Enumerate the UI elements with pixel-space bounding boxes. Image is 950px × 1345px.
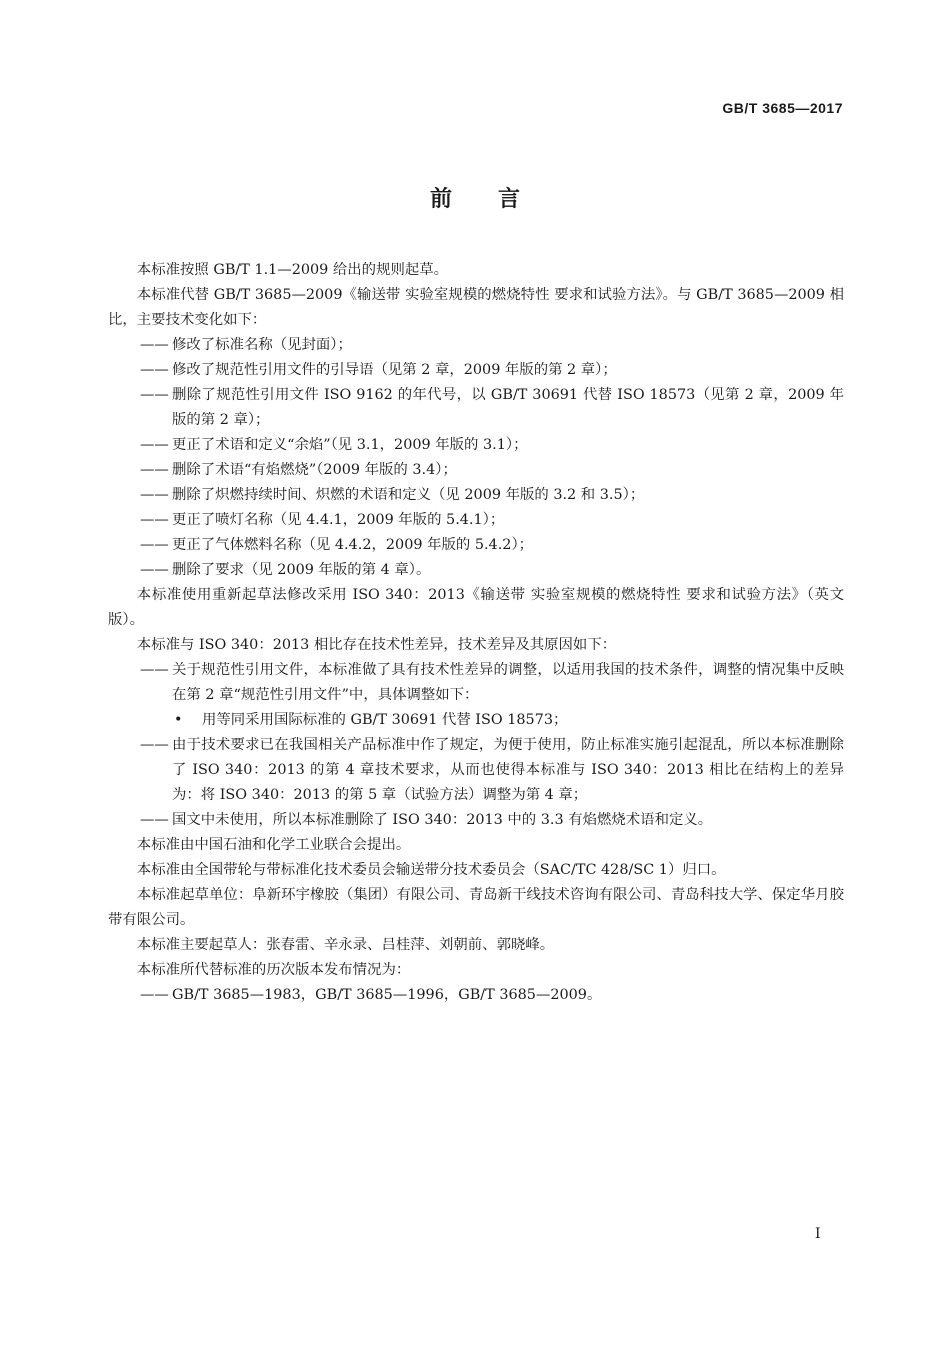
paragraph [108,633,844,658]
dash-marker: —— [140,337,169,353]
item-text: 用等同采用国际标准的 GB/T 30691 代替 ISO 18573； [202,712,568,728]
paragraph-text: 本标准代替 GB/T 3685—2009《输送带 实验室规模的燃烧特性 要求和试验方法》。与 GB/T 3685—2009 相比，主要技术变化如下： [108,287,844,328]
dash-item [108,433,844,458]
dash-marker: —— [140,512,169,528]
item-text: 更正了喷灯名称（见 4.4.1，2009 年版的 5.4.1）； [172,512,505,528]
paragraph [108,833,844,858]
paragraph [108,858,844,883]
dash-item [108,658,844,708]
paragraph [108,258,844,283]
paragraph-text: 本标准按照 GB/T 1.1—2009 给出的规则起草。 [136,262,449,278]
dash-marker: —— [140,737,169,753]
item-text: 国文中未使用，所以本标准删除了 ISO 340：2013 中的 3.3 有焰燃烧术语和定义。 [172,812,713,828]
dash-marker: —— [140,562,169,578]
dash-item [108,483,844,508]
dash-item [108,733,844,808]
item-text: 删除了规范性引用文件 ISO 9162 的年代号，以 GB/T 30691 代替 ISO 18573（见第 2 章，2009 年版的第 2 章）； [172,387,844,428]
paragraph-text: 本标准起草单位：阜新环宇橡胶（集团）有限公司、青岛新干线技术咨询有限公司、青岛科技大学、保定华月胶带有限公司。 [108,887,844,928]
standard-number: GB/T 3685—2017 [722,100,843,116]
dash-marker: —— [140,537,169,553]
paragraph-text: 本标准使用重新起草法修改采用 ISO 340：2013《输送带 实验室规模的燃烧特性 要求和试验方法》（英文版）。 [108,587,844,628]
paragraph-text: 本标准由中国石油和化学工业联合会提出。 [136,837,411,853]
dash-item [108,458,844,483]
dash-item [108,508,844,533]
dash-marker: —— [140,812,169,828]
paragraph [108,933,844,958]
item-text: 更正了术语和定义“余焰”（见 3.1，2009 年版的 3.1）； [172,437,528,453]
paragraph-text: 本标准主要起草人：张春雷、辛永录、吕桂萍、刘朝前、郭晓峰。 [136,937,555,953]
item-text: GB/T 3685—1983，GB/T 3685—1996，GB/T 3685—2009。 [172,987,602,1003]
item-text: 更正了气体燃料名称（见 4.4.2，2009 年版的 5.4.2）； [172,537,534,553]
dash-marker: —— [140,462,169,478]
paragraph-text: 本标准由全国带轮与带标准化技术委员会输送带分技术委员会（SAC/TC 428/SC 1）归口。 [136,862,726,878]
item-text: 由于技术要求已在我国相关产品标准中作了规定，为便于使用，防止标准实施引起混乱，所以本标准删除了 ISO 340：2013 的第 4 章技术要求，从而也使得本标准与 ISO 340：2013 相比在结构上的差异为：将 ISO 340：2013 的第 5 章（试验方法）调整为第 4 章； [172,737,844,803]
bullet-marker: • [174,712,183,728]
item-text: 修改了规范性引用文件的引导语（见第 2 章，2009 年版的第 2 章）； [172,362,617,378]
item-text: 关于规范性引用文件，本标准做了具有技术性差异的调整，以适用我国的技术条件，调整的情况集中反映在第 2 章“规范性引用文件”中，具体调整如下： [172,662,844,703]
item-text: 删除了术语“有焰燃烧”（2009 年版的 3.4）； [172,462,457,478]
item-text: 删除了要求（见 2009 年版的第 4 章）。 [172,562,431,578]
page-number: I [815,1226,821,1242]
page-title: 前言 [429,187,566,212]
item-text: 删除了炽燃持续时间、炽燃的术语和定义（见 2009 年版的 3.2 和 3.5）； [172,487,645,503]
dash-item [108,358,844,383]
paragraph [108,958,844,983]
dash-item [108,558,844,583]
dash-marker: —— [140,987,169,1003]
body-content [108,258,844,1008]
paragraph-text: 本标准所代替标准的历次版本发布情况为： [136,962,411,978]
dash-item [108,383,844,433]
dash-marker: —— [140,362,169,378]
paragraph-text: 本标准与 ISO 340：2013 相比存在技术性差异，技术差异及其原因如下： [136,637,617,653]
bullet-item [108,708,844,733]
dash-marker: —— [140,487,169,503]
paragraph [108,283,844,333]
dash-item [108,333,844,358]
dash-marker: —— [140,437,169,453]
dash-marker: —— [140,662,169,678]
dash-marker: —— [140,387,169,403]
dash-item [108,808,844,833]
dash-item [108,983,844,1008]
item-text: 修改了标准名称（见封面）； [172,337,352,353]
paragraph [108,583,844,633]
paragraph [108,883,844,933]
dash-item [108,533,844,558]
